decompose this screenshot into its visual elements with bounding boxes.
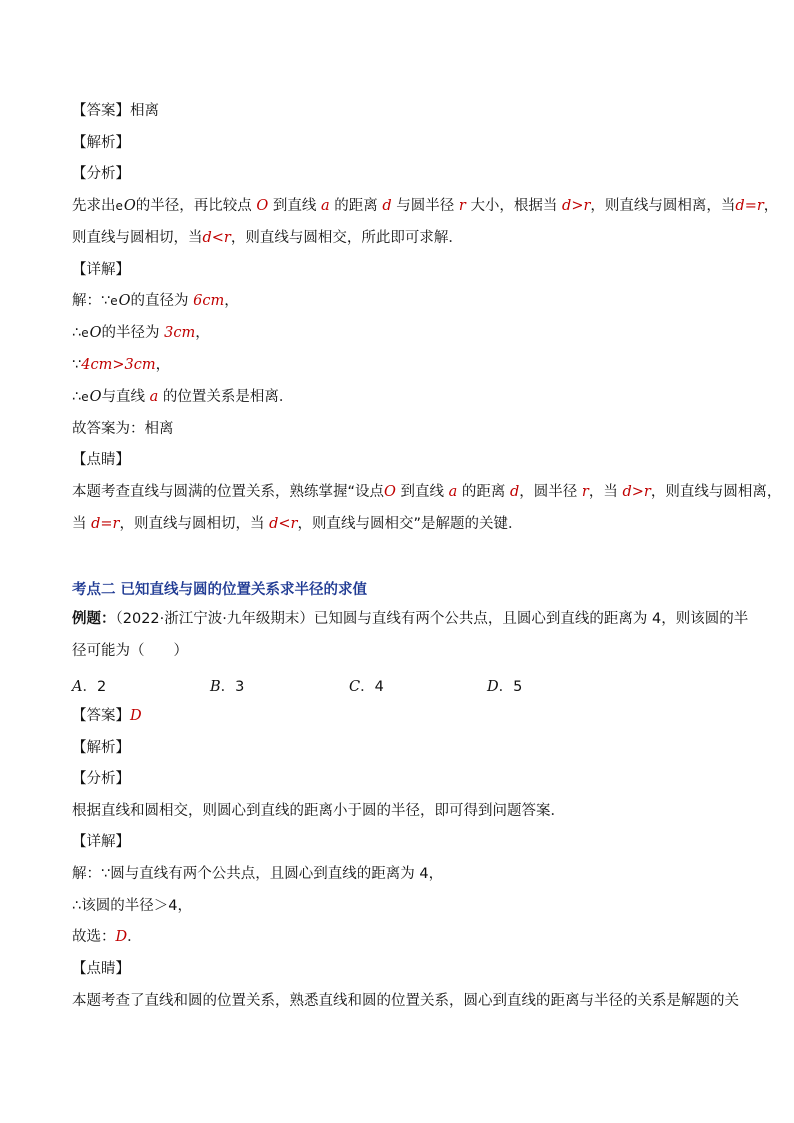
- circle-symbol: e: [115, 199, 123, 213]
- example-label: 例题：: [72, 611, 116, 627]
- xiangjie-heading-2: 【详解】: [72, 834, 130, 850]
- option-c: C．4: [349, 679, 384, 695]
- detail-line-1: 解：∵圆与直线有两个公共点，且圆心到直线的距离为 4，: [72, 866, 444, 882]
- detail-line-3: 故选：D．: [72, 929, 142, 945]
- option-d: D．5: [487, 679, 523, 695]
- answer-tag: 【答案】: [72, 103, 130, 119]
- comment-2: 本题考查了直线和圆的位置关系，熟悉直线和圆的位置关系，圆心到直线的距离与半径的关系是解题的关: [72, 993, 739, 1009]
- answer-line-2: 【答案】D: [72, 708, 142, 724]
- answer-line: [72, 101, 734, 121]
- analysis-line-2: 则直线与圆相切，当d<r，则直线与圆相交，所此即可求解．: [72, 230, 463, 246]
- jiexi-heading: 【解析】: [72, 135, 130, 151]
- option-b: B．3: [210, 679, 245, 695]
- section-title: 考点二 已知直线与圆的位置关系求半径的求值: [72, 582, 368, 598]
- solution-line-3: ∵4cm>3cm，: [72, 357, 171, 373]
- example-line-1: 例题：（2022·浙江宁波·九年级期末）已知圆与直线有两个公共点，且圆心到直线的距离为 4，则该圆的半: [72, 611, 749, 627]
- xiangjie-heading: 【详解】: [72, 262, 130, 278]
- detail-line-2: ∴该圆的半径＞4，: [72, 898, 192, 914]
- analysis-line-1: 先求出eO的半径，再比较点 O 到直线 a 的距离 d 与圆半径 r 大小，根据当 d>r，则直线与圆相离，当d=r，: [72, 198, 779, 214]
- example-line-2: 径可能为（ ）: [72, 643, 188, 659]
- solution-line-5: 故答案为：相离: [72, 421, 174, 437]
- jiexi-heading-2: 【解析】: [72, 740, 130, 756]
- option-a: A．2: [72, 679, 107, 695]
- comment-line-2: 当 d=r，则直线与圆相切，当 d<r，则直线与圆相交”是解题的关键．: [72, 516, 523, 532]
- fenxi-heading: 【分析】: [72, 166, 130, 182]
- dianjing-heading-2: 【点睛】: [72, 961, 130, 977]
- solution-line-2: ∴eO的半径为 3cm，: [72, 325, 210, 341]
- comment-line-1: 本题考查直线与圆满的位置关系，熟练掌握“设点O 到直线 a 的距离 d，圆半径 r，当 d>r，则直线与圆相离，: [72, 484, 782, 500]
- solution-line-4: ∴eO与直线 a 的位置关系是相离．: [72, 389, 294, 405]
- fenxi-heading-2: 【分析】: [72, 771, 130, 787]
- dianjing-heading: 【点睛】: [72, 452, 130, 468]
- solution-line-1: 解：∵eO的直径为 6cm，: [72, 293, 239, 309]
- analysis-2: 根据直线和圆相交，则圆心到直线的距离小于圆的半径，即可得到问题答案．: [72, 803, 565, 819]
- answer-value-2: D: [130, 708, 142, 724]
- answer-value: 相离: [130, 103, 159, 119]
